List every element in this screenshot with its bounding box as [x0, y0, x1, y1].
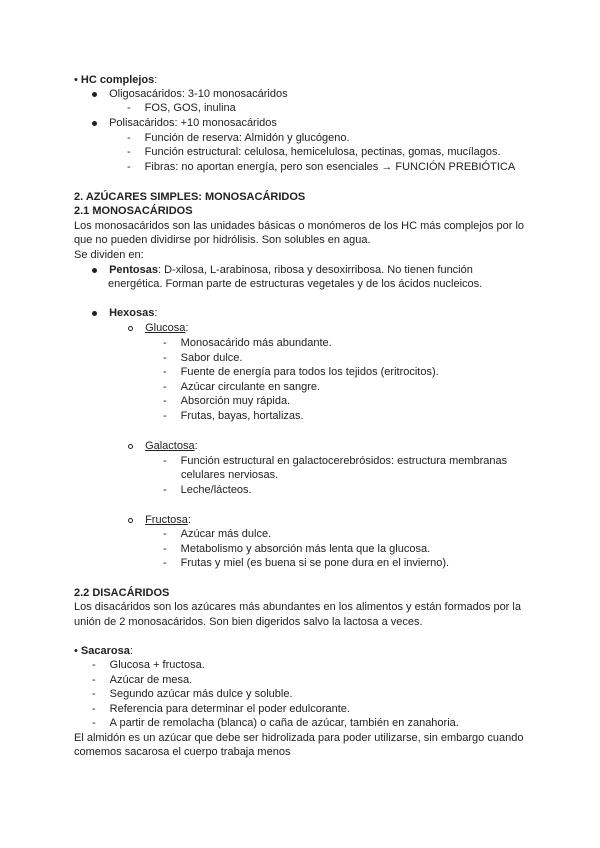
circle-bullet-icon [128, 444, 133, 449]
galactosa-subitem: - Leche/lácteos. [163, 484, 252, 496]
bullet-dot-icon [92, 311, 97, 316]
fructosa-subitem: - Metabolismo y absorción más lenta que la glucosa. [163, 543, 431, 555]
glucosa-subitem: - Monosacárido más abundante. [163, 337, 332, 349]
paragraph-line: que no pueden dividirse por hidrólisis. Son solubles en agua. [74, 234, 371, 246]
pentosas-item: Pentosas: D-xilosa, L-arabinosa, ribosa y desoxirribosa. No tienen función [92, 263, 473, 277]
glucosa-subitem: - Frutas, bayas, hortalizas. [163, 410, 304, 422]
poli-subitem: - Función de reserva: Almidón y glucógeno. [127, 132, 350, 144]
paragraph-line: Se dividen en: [74, 249, 144, 261]
galactosa-item: Galactosa: [128, 439, 198, 453]
oligo-subitem: - FOS, GOS, inulina [127, 102, 236, 114]
sacarosa-subitem: - Azúcar de mesa. [92, 674, 193, 686]
paragraph-line: El almidón es un azúcar que debe ser hidrolizada para poder utilizarse, sin embargo cuando [74, 732, 524, 744]
bullet-dot-icon [92, 92, 97, 97]
pentosas-continuation: energética. Forman parte de estructuras vegetales y de los ácidos nucleicos. [108, 278, 483, 290]
sacarosa-subitem: - Referencia para determinar el poder edulcorante. [92, 703, 350, 715]
section-2-title: 2. AZÚCARES SIMPLES: MONOSACÁRIDOS [74, 191, 306, 203]
paragraph-line: comemos sacarosa el cuerpo trabaja menos [74, 746, 291, 758]
glucosa-subitem: - Absorción muy rápida. [163, 395, 291, 407]
hexosas-item: Hexosas: [92, 306, 157, 320]
paragraph-line: Los monosacáridos son las unidades básicas o monómeros de los HC más complejos por lo [74, 220, 525, 232]
sacarosa-subitem: - Segundo azúcar más dulce y soluble. [92, 688, 293, 700]
sacarosa-subitem: - A partir de remolacha (blanca) o caña de azúcar, también en zanahoria. [92, 717, 459, 729]
circle-bullet-icon [128, 326, 133, 331]
hc-heading: • HC complejos: [74, 74, 158, 86]
glucosa-subitem: - Fuente de energía para todos los tejidos (eritrocitos). [163, 366, 439, 378]
poli-item: Polisacáridos: +10 monosacáridos [92, 116, 277, 130]
galactosa-continuation: celulares nerviosas. [181, 469, 279, 481]
section-2-1-title: 2.1 MONOSACÁRIDOS [74, 205, 193, 217]
galactosa-subitem: - Función estructural en galactocerebrósidos: estructura membranas [163, 455, 508, 467]
sacarosa-subitem: - Glucosa + fructosa. [92, 659, 205, 671]
oligo-item: Oligosacáridos: 3-10 monosacáridos [92, 87, 288, 101]
glucosa-subitem: - Sabor dulce. [163, 352, 243, 364]
circle-bullet-icon [128, 518, 133, 523]
paragraph-line: Los disacáridos son los azúcares más abundantes en los alimentos y están formados por la [74, 601, 521, 613]
poli-subitem: - Función estructural: celulosa, hemicelulosa, pectinas, gomas, mucílagos. [127, 146, 501, 158]
sacarosa-heading: • Sacarosa: [74, 645, 133, 657]
fructosa-item: Fructosa: [128, 513, 191, 527]
glucosa-item: Glucosa: [128, 321, 188, 335]
paragraph-line: unión de 2 monosacáridos. Son bien digeridos salvo la lactosa a veces. [74, 616, 423, 628]
section-2-2-title: 2.2 DISACÁRIDOS [74, 587, 170, 599]
fructosa-subitem: - Azúcar más dulce. [163, 528, 272, 540]
poli-subitem: - Fibras: no aportan energía, pero son esenciales → FUNCIÓN PREBIÓTICA [127, 161, 516, 173]
glucosa-subitem: - Azúcar circulante en sangre. [163, 381, 321, 393]
fructosa-subitem: - Frutas y miel (es buena si se pone dura en el invierno). [163, 557, 450, 569]
bullet-dot-icon [92, 268, 97, 273]
bullet-dot-icon [92, 121, 97, 126]
